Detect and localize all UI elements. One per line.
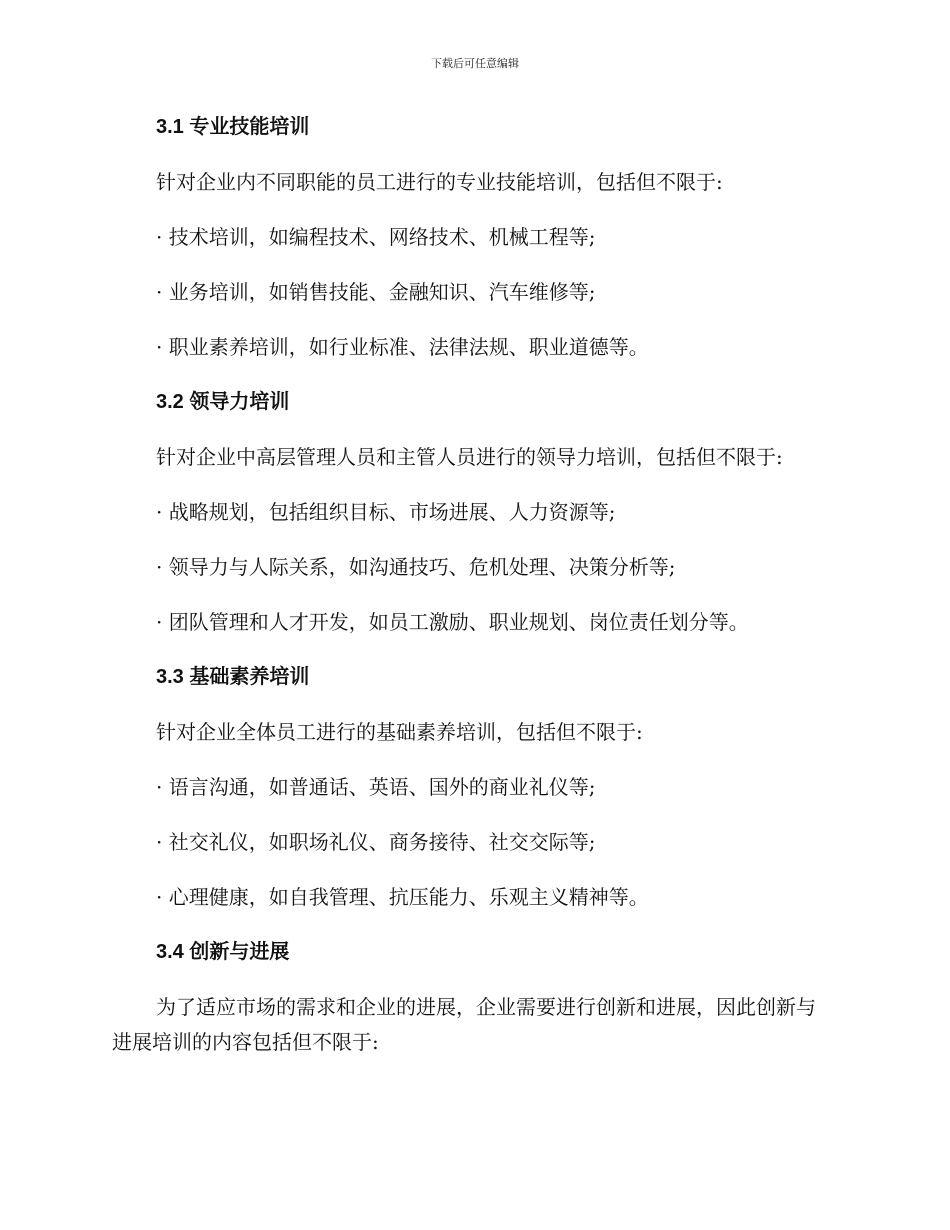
- bullet-item: · 职业素养培训，如行业标准、法律法规、职业道德等。: [156, 335, 649, 359]
- bullet-item: · 社交礼仪，如职场礼仪、商务接待、社交交际等;: [156, 830, 596, 854]
- section-intro: 针对企业中高层管理人员和主管人员进行的领导力培训，包括但不限于:: [156, 445, 783, 469]
- section-heading: 3.4 创新与进展: [156, 941, 290, 963]
- section-intro: 针对企业内不同职能的员工进行的专业技能培训，包括但不限于:: [156, 170, 723, 194]
- bullet-item: · 团队管理和人才开发，如员工激励、职业规划、岗位责任划分等。: [156, 610, 749, 634]
- bullet-item: · 心理健康，如自我管理、抗压能力、乐观主义精神等。: [156, 885, 649, 909]
- bullet-item: · 领导力与人际关系，如沟通技巧、危机处理、决策分析等;: [156, 555, 676, 579]
- section-intro: 针对企业全体员工进行的基础素养培训，包括但不限于:: [156, 720, 643, 744]
- bullet-item: · 语言沟通，如普通话、英语、国外的商业礼仪等;: [156, 775, 596, 799]
- section-intro: 为了适应市场的需求和企业的进展，企业需要进行创新和进展，因此创新与进展培训的内容包括但不限于:: [112, 995, 816, 1054]
- section-heading: 3.3 基础素养培训: [156, 666, 310, 688]
- document-body: [112, 110, 832, 1060]
- header-note: 下载后可任意编辑: [431, 57, 519, 70]
- section-heading: 3.2 领导力培训: [156, 391, 290, 413]
- section-heading: 3.1 专业技能培训: [156, 116, 310, 138]
- bullet-item: · 技术培训，如编程技术、网络技术、机械工程等;: [156, 225, 596, 249]
- bullet-item: · 战略规划，包括组织目标、市场进展、人力资源等;: [156, 500, 616, 524]
- bullet-item: · 业务培训，如销售技能、金融知识、汽车维修等;: [156, 280, 596, 304]
